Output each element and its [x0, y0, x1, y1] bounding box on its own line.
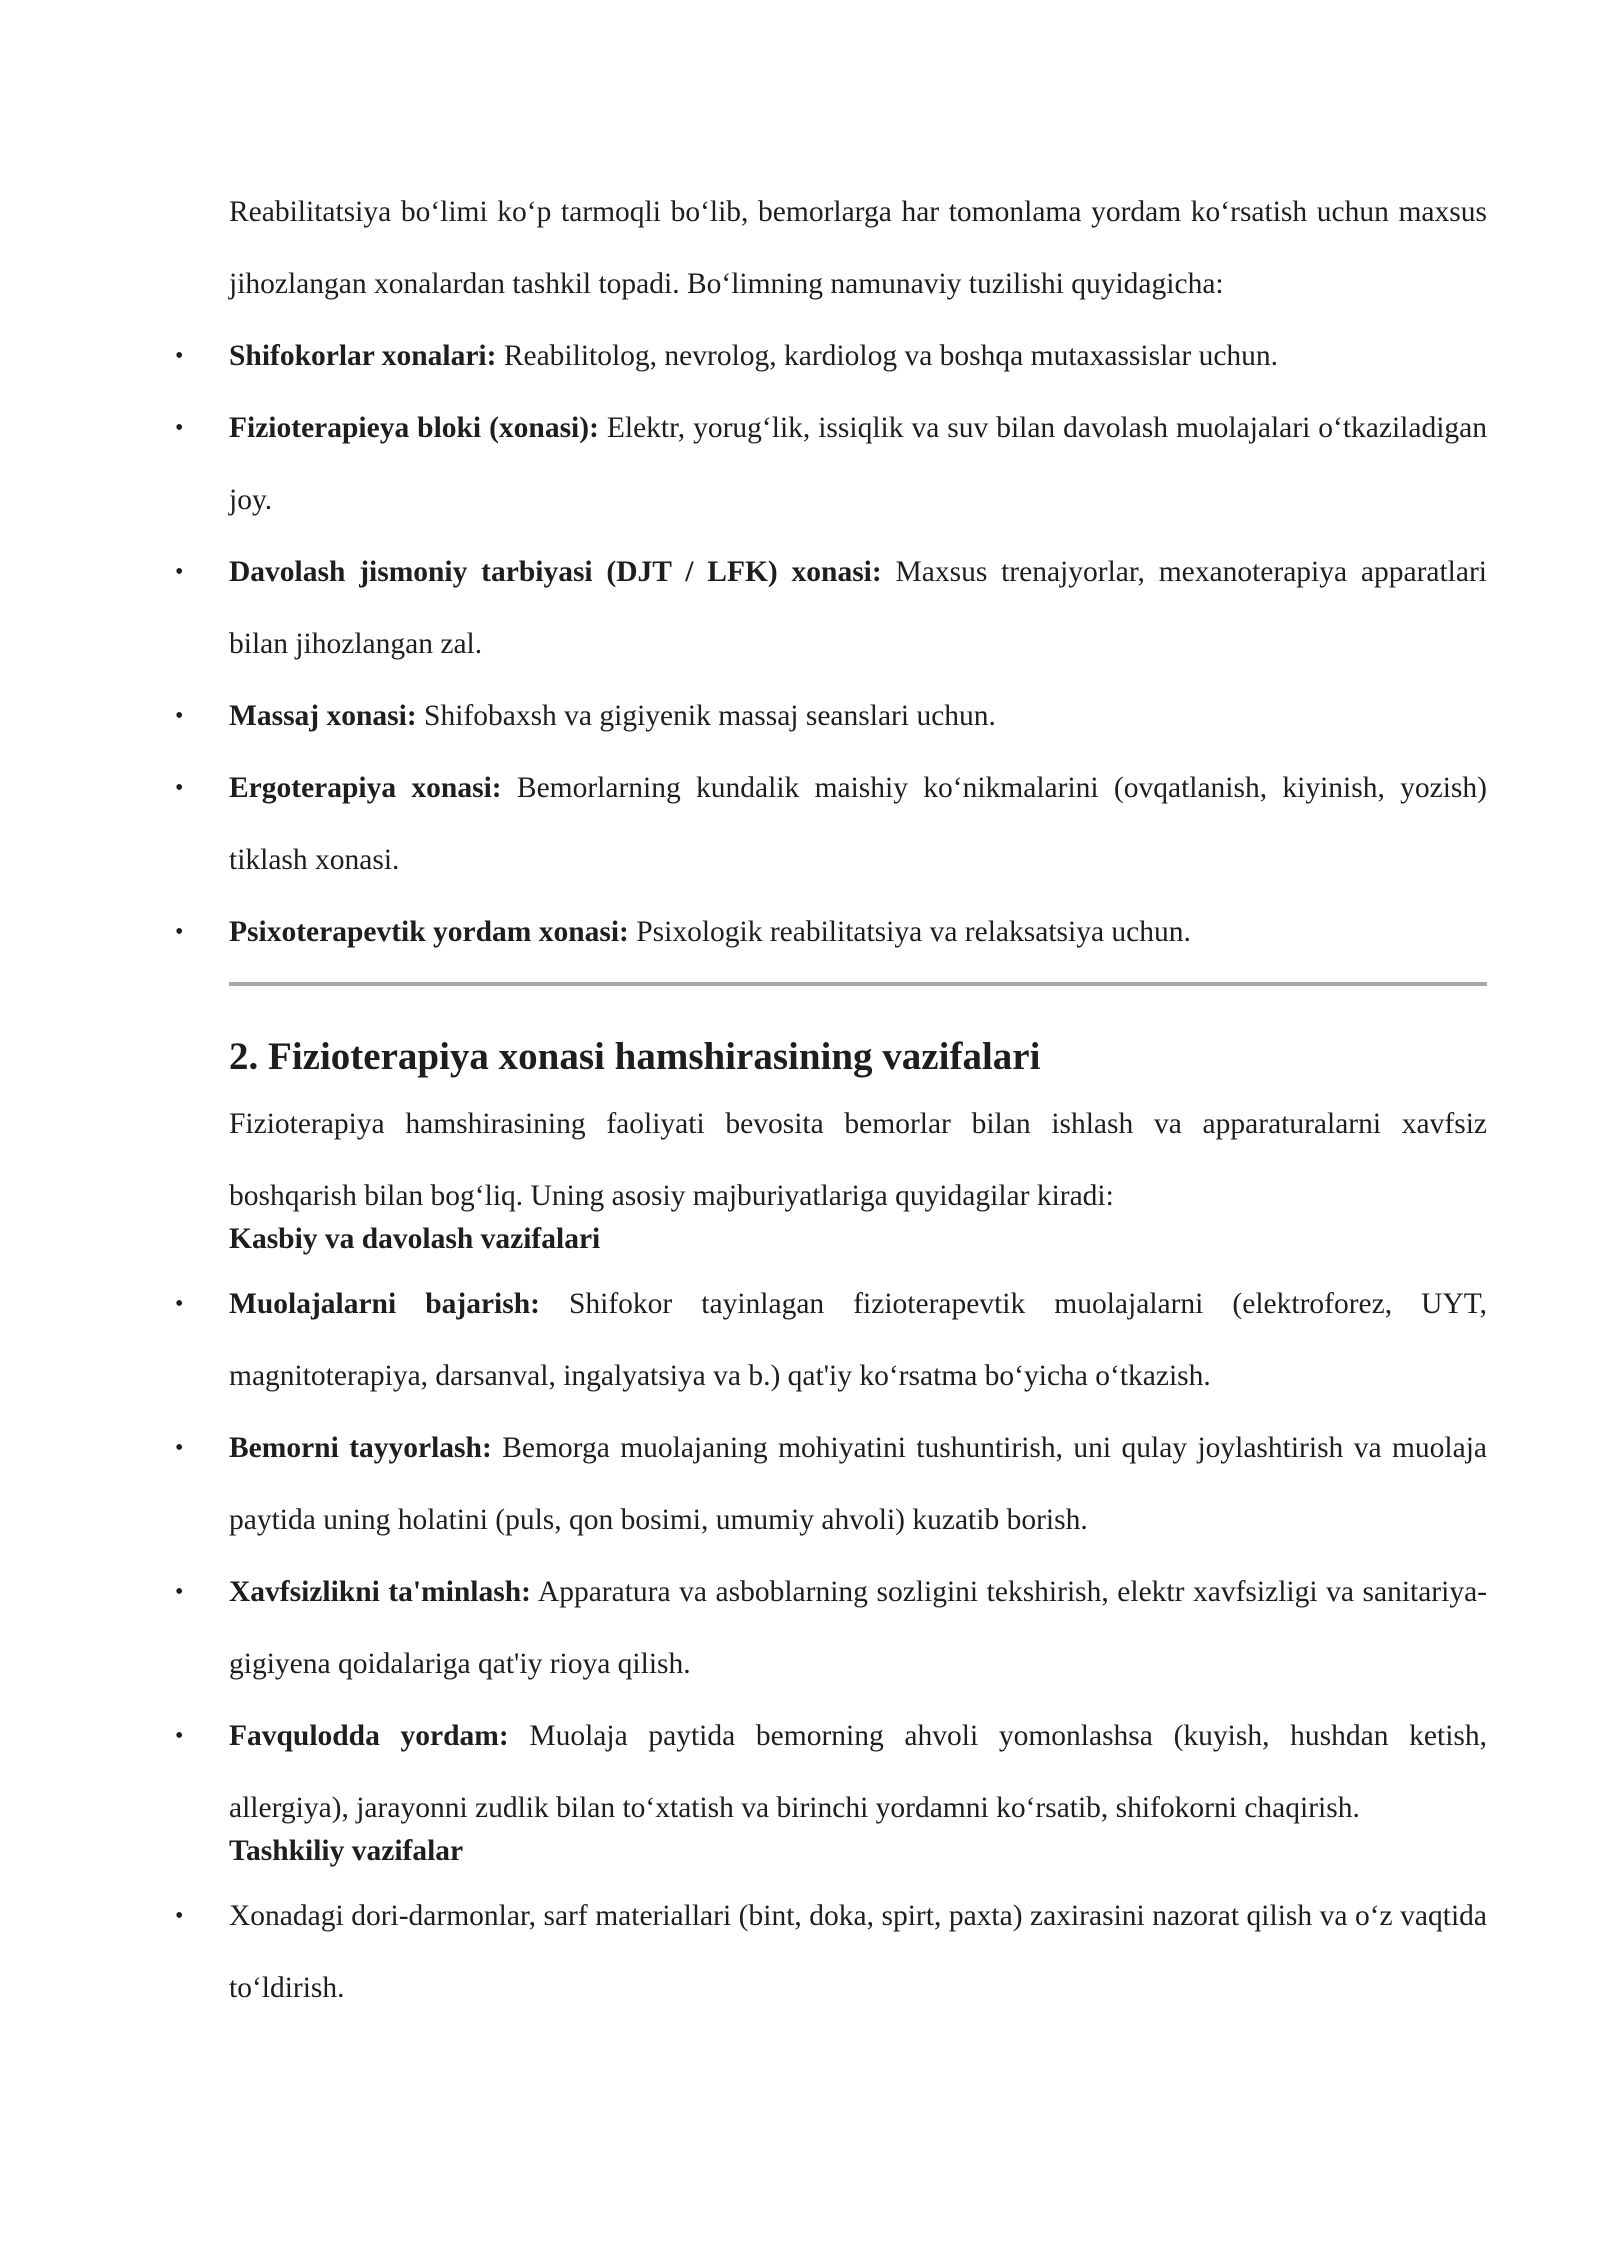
item-term: Muolajalarni bajarish: — [229, 1288, 540, 1320]
list-item — [175, 896, 1487, 968]
bullet-icon: • — [175, 415, 184, 441]
item-text: Psixologik reabilitatsiya va relaksatsiya uchun. — [628, 916, 1191, 948]
department-rooms-list — [175, 320, 1487, 968]
list-item — [175, 680, 1487, 752]
item-text: Shifokor tayinlagan fizioterapevtik muolajalarni (elektroforez, UYT, magnitoterapiya, darsanval, ingalyatsiya va b.) qat'iy koʻrsatma boʻyicha oʻtkazish. — [229, 1288, 1487, 1392]
item-term: Ergoterapiya xonasi: — [229, 772, 502, 804]
list-item — [175, 1412, 1487, 1556]
bullet-icon: • — [175, 919, 184, 945]
item-text: Bemorga muolajaning mohiyatini tushuntirish, uni qulay joylashtirish va muolaja paytida uning holatini (puls, qon bosimi, umumiy ahvoli) kuzatib borish. — [229, 1432, 1487, 1536]
item-text: Elektr, yorugʻlik, issiqlik va suv bilan davolash muolajalari oʻtkaziladigan joy. — [229, 412, 1487, 516]
subheading-organizational-duties: Tashkiliy vazifalar — [229, 1835, 464, 1867]
item-term: Davolash jismoniy tarbiyasi (DJT / LFK) xonasi: — [229, 556, 882, 588]
item-term: Psixoterapevtik yordam xonasi: — [229, 916, 629, 948]
item-text: Shifobaxsh va gigiyenik massaj seanslari uchun. — [416, 700, 996, 732]
section-divider — [229, 982, 1487, 986]
bullet-icon: • — [175, 343, 184, 369]
item-term: Fizioterapieya bloki (xonasi): — [229, 412, 599, 444]
item-term: Massaj xonasi: — [229, 700, 417, 732]
bullet-icon: • — [175, 703, 184, 729]
list-item — [175, 1556, 1487, 1700]
bullet-icon: • — [175, 1903, 184, 1929]
list-item — [175, 1268, 1487, 1412]
item-text: Reabilitolog, nevrolog, kardiolog va boshqa mutaxassislar uchun. — [496, 340, 1279, 372]
bullet-icon: • — [175, 1291, 184, 1317]
section-intro-paragraph: Fizioterapiya hamshirasining faoliyati bevosita bemorlar bilan ishlash va apparaturalarni xavfsiz boshqarish bilan bogʻliq. Uning asosiy majburiyatlariga quyidagilar kiradi: — [229, 1108, 1487, 1212]
subheading-professional-duties: Kasbiy va davolash vazifalari — [229, 1223, 601, 1255]
bullet-icon: • — [175, 1723, 184, 1749]
list-item — [175, 1700, 1487, 1844]
list-item — [175, 752, 1487, 896]
list-item — [175, 1880, 1487, 2024]
item-text: Maxsus trenajyorlar, mexanoterapiya apparatlari bilan jihozlangan zal. — [229, 556, 1487, 660]
item-term: Xavfsizlikni ta'minlash: — [229, 1576, 531, 1608]
intro-paragraph: Reabilitatsiya boʻlimi koʻp tarmoqli boʻlib, bemorlarga har tomonlama yordam koʻrsatish uchun maxsus jihozlangan xonalardan tashkil topadi. Boʻlimning namunaviy tuzilishi quyidagicha: — [229, 196, 1487, 300]
item-term: Shifokorlar xonalari: — [229, 340, 497, 372]
page-content — [175, 176, 1487, 2024]
item-text: Apparatura va asboblarning sozligini tekshirish, elektr xavfsizligi va sanitariya-gigiyena qoidalariga qat'iy rioya qilish. — [229, 1576, 1487, 1680]
list-item — [175, 392, 1487, 536]
item-term: Bemorni tayyorlash: — [229, 1432, 492, 1464]
item-text: Xonadagi dori-darmonlar, sarf materiallari (bint, doka, spirt, paxta) zaxirasini nazorat qilish va oʻz vaqtida toʻldirish. — [229, 1900, 1487, 2004]
organizational-duties-list — [175, 1880, 1487, 2024]
item-text: Muolaja paytida bemorning ahvoli yomonlashsa (kuyish, hushdan ketish, allergiya), jarayonni zudlik bilan toʻxtatish va birinchi yordamni koʻrsatib, shifokorni chaqirish. — [229, 1720, 1487, 1824]
professional-duties-list — [175, 1268, 1487, 1844]
list-item — [175, 536, 1487, 680]
item-term: Favqulodda yordam: — [229, 1720, 509, 1752]
section-heading: 2. Fizioterapiya xonasi hamshirasining vazifalari — [229, 1035, 1041, 1078]
bullet-icon: • — [175, 1435, 184, 1461]
bullet-icon: • — [175, 775, 184, 801]
item-text: Bemorlarning kundalik maishiy koʻnikmalarini (ovqatlanish, kiyinish, yozish) tiklash xonasi. — [229, 772, 1487, 876]
bullet-icon: • — [175, 1579, 184, 1605]
bullet-icon: • — [175, 559, 184, 585]
list-item — [175, 320, 1487, 392]
